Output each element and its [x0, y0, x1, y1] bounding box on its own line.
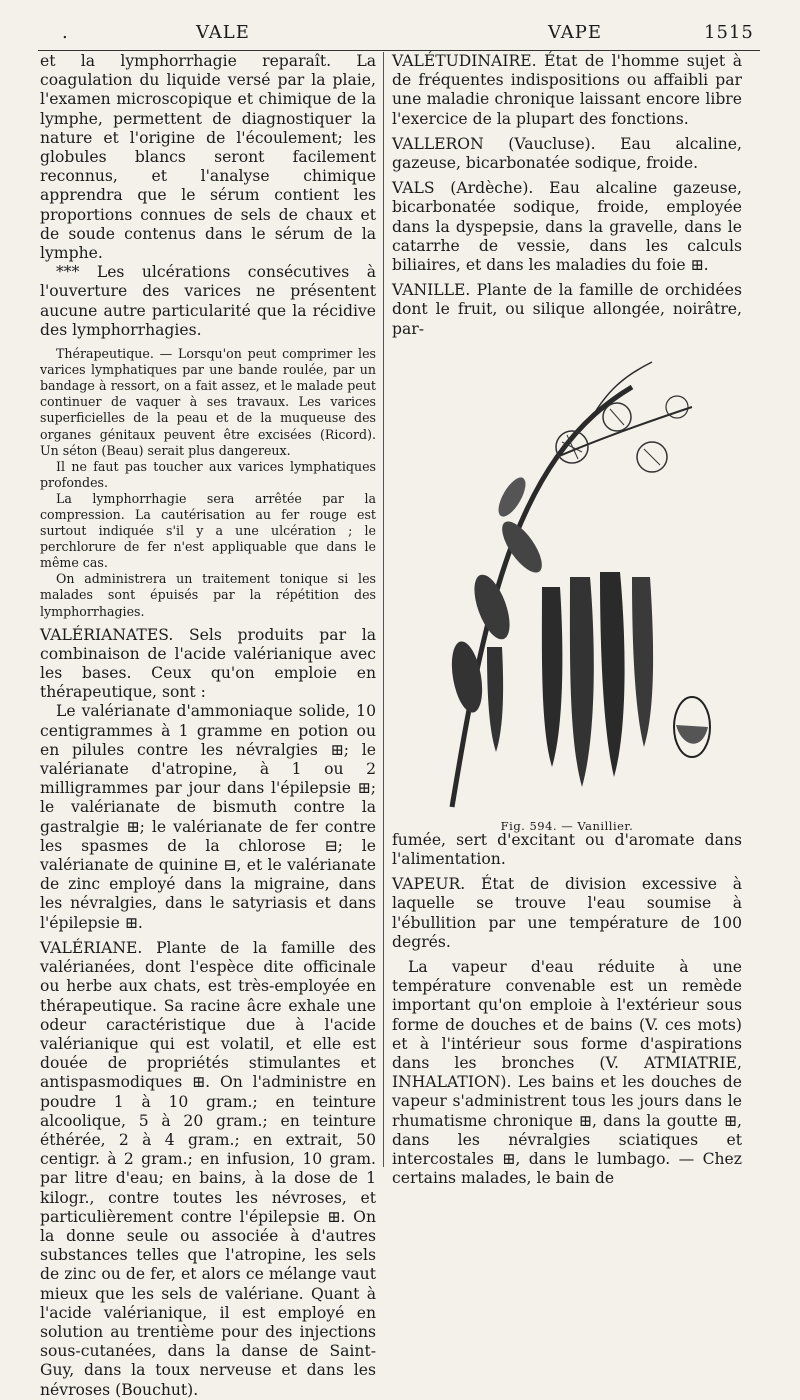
entry-valeriane: VALÉRIANE. Plante de la famille des valérianées, dont l'espèce dite officinale ou herbe aux chats, est très-employée en thérapeutique. Sa racine âcre exhale une odeur caractéristique due à l'acide valérianique qui est volatil, et elle est douée de propriétés stimulantes et antispasmodiques ⊞. On l'administre en poudre 1 à 10 gram.; en teinture alcoolique, 5 à 20 gram.; en teinture éthérée, 2 à 4 gram.; en extrait, 50 centigr. à 2 gram.; en infusion, 10 gram. par litre d'eau; en bains, à la dose de 1 kilogr., contre toutes les névroses, et particulièrement contre l'épilepsie ⊞. On la donne seule ou associée à d'autres substances telles que l'atropine, les sels de zinc ou de fer, et alors ce mélange vaut mieux que les sels de valériane. Quant à l'acide valérianique, il est employé en solution au trentième pour des injections sous-cutanées, dans la danse de Saint-Guy, dans la toux nerveuse et dans les névroses (Bouchut).	[40, 938, 376, 1399]
paragraph-lymphorrhagie: et la lymphorrhagie reparaît. La coagulation du liquide versé par la plaie, l'examen microscopique et chimique de la lymphe, permettent de diagnostiquer la nature et l'origine de l'écoulement; les globules blancs seront facilement reconnus, et l'analyse chimique apprendra que le sérum contient les proportions connues de sels de chaux et de soude contenus dans le sérum de la lymphe.	[40, 52, 376, 263]
column-divider	[383, 52, 384, 1167]
vanilla-plant-illustration	[392, 347, 742, 817]
header-rule	[38, 50, 760, 51]
entry-vals: VALS (Ardèche). Eau alcaline gazeuse, bicarbonatée sodique, froide, employée dans la dyspepsie, dans la gravelle, dans le catarrhe de vessie, dans les calculs biliaires, et dans les maladies du foie ⊞.	[392, 179, 742, 275]
figure-caption: Fig. 594. — Vanillier.	[500, 818, 634, 833]
paragraph-compression: La lymphorrhagie sera arrêtée par la compression. La cautérisation au fer rouge est surtout indiquée s'il y a une ulcération ; le perchlorure de fer n'est appliquable que dans le même cas.	[40, 490, 376, 571]
paragraph-valerianates-list: Le valérianate d'ammoniaque solide, 10 centigrammes à 1 gramme en potion ou en pilules contre les névralgies ⊞; le valérianate d'atropine, à 1 ou 2 milligrammes par jour dans l'épilepsie ⊞; le valérianate de bismuth contre la gastralgie ⊞; le valérianate de fer contre les spasmes de la chlorose ⊟; le valérianate de quinine ⊟, et le valérianate de zinc employé dans la migraine, dans les névralgies, dans le satyriasis et dans l'épilepsie ⊞.	[40, 702, 376, 932]
entry-valerianates: VALÉRIANATES. Sels produits par la combinaison de l'acide valérianique avec les bases. Ceux qu'on emploie en thérapeutique, sont :	[40, 625, 376, 702]
right-column	[392, 52, 742, 1189]
entry-vanille: VANILLE. Plante de la famille de orchidées dont le fruit, ou silique allongée, noirâtre, par-	[392, 281, 742, 338]
page-number: 1515	[704, 22, 754, 43]
paragraph-traitement-tonique: On administrera un traitement tonique si les malades sont épuisés par la répétition des lymphorrhagies.	[40, 571, 376, 619]
paragraph-vapeur-usage: La vapeur d'eau réduite à une température convenable est un remède important qu'on emploie à l'extérieur sous forme de douches et de bains (V. ces mots) et à l'intérieur sous forme d'aspirations dans les bronches (V. ATMIATRIE, INHALATION). Les bains et les douches de vapeur s'administrent tous les jours dans le rhumatisme chronique ⊞, dans la goutte ⊞, dans les névralgies sciatiques et intercostales ⊞, dans le lumbago. — Chez certains malades, le bain de	[392, 958, 742, 1188]
vanilla-figure	[392, 347, 742, 833]
paragraph-varices-profondes: Il ne faut pas toucher aux varices lymphatiques profondes.	[40, 458, 376, 490]
running-header	[0, 18, 800, 46]
entry-vapeur: VAPEUR. État de division excessive à laquelle se trouve l'eau soumise à l'ébullition par une température de 100 degrés.	[392, 875, 742, 951]
paragraph-ulcerations: *** Les ulcérations consécutives à l'ouverture des varices ne présentent aucune autre particularité que la récidive des lymphorrhagies.	[40, 263, 376, 339]
left-column	[40, 52, 376, 1400]
header-left-word: VALE	[196, 22, 250, 43]
paragraph-vanille-suite: fumée, sert d'excitant ou d'aromate dans l'alimentation.	[392, 830, 742, 869]
entry-valetudinaire: VALÉTUDINAIRE. État de l'homme sujet à de fréquentes indispositions ou affaibli par une maladie chronique laissant encore libre l'exercice de la plupart des fonctions.	[392, 52, 742, 128]
entry-valleron: VALLERON (Vaucluse). Eau alcaline, gazeuse, bicarbonatée sodique, froide.	[392, 134, 742, 173]
header-right-word: VAPE	[548, 22, 603, 43]
header-mark: .	[62, 22, 69, 43]
paragraph-therapeutique: Thérapeutique. — Lorsqu'on peut comprimer les varices lymphatiques par une bande roulée, par un bandage à ressort, on a fait assez, et le malade peut continuer de vaquer à ses travaux. Les varices superficielles de la peau et de la muqueuse des organes génitaux peuvent être excisées (Ricord). Un séton (Beau) serait plus dangereux.	[40, 346, 376, 458]
